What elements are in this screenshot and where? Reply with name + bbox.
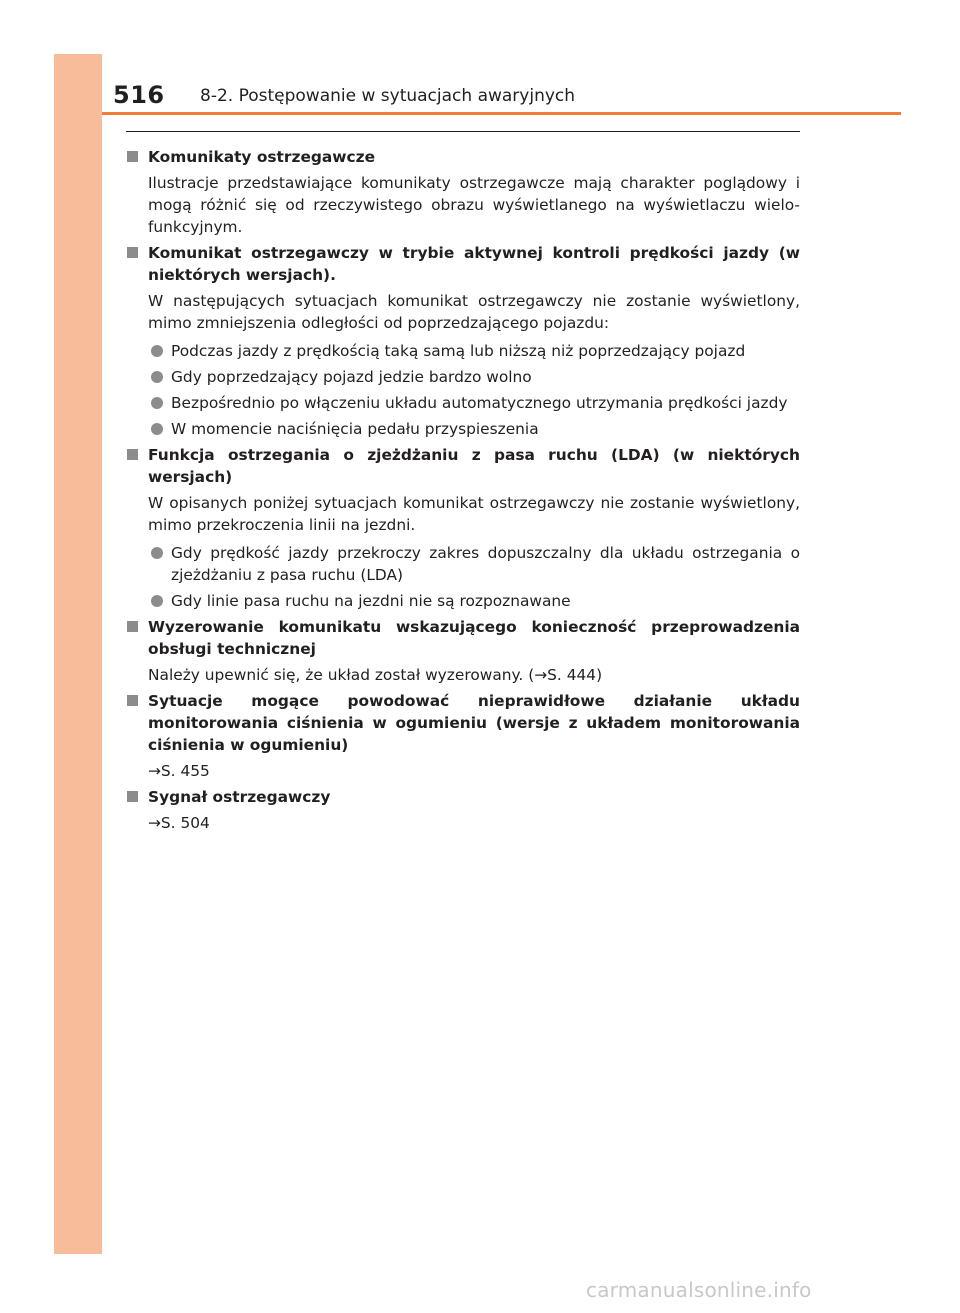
- list-item-text: Podczas jazdy z prędkością taką samą lub niższą niż poprzedzający pojazd: [171, 342, 746, 360]
- text-after-ref: ): [596, 666, 603, 684]
- section-title: 8-2. Postępowanie w sytuacjach awaryjnych: [200, 86, 576, 106]
- section-text: [124, 760, 800, 782]
- list-item: [124, 542, 800, 586]
- section-text: Ilustracje przedstawiające komunikaty ostrzegawcze mają charakter poglądowy i mogą różnić się od rzeczywistego obrazu wyświetlanego na wyświetlaczu wielo-funkcyjnym.: [148, 174, 800, 236]
- section-heading: [124, 444, 800, 488]
- page-reference-link[interactable]: S. 504: [160, 814, 210, 832]
- header-rule: [102, 112, 901, 115]
- section-cruise-control-warning: [124, 242, 800, 440]
- arrow-right-icon: →: [534, 666, 548, 684]
- page-number: 516: [113, 81, 165, 109]
- page-reference-link[interactable]: S. 444: [547, 666, 597, 684]
- square-bullet-icon: [127, 621, 138, 632]
- section-heading: [124, 616, 800, 660]
- list-item-text: Gdy prędkość jazdy przekroczy zakres dopuszczalny dla układu ostrzegania o zjeżdżaniu z pasa ruchu (LDA): [171, 544, 800, 584]
- arrow-right-icon: →: [148, 762, 161, 780]
- list-item-text: Bezpośrednio po włączeniu układu automatycznego utrzymania prędkości jazdy: [171, 394, 788, 412]
- round-bullet-icon: [151, 595, 163, 607]
- page-content: [124, 146, 800, 834]
- section-tire-pressure-monitoring: [124, 690, 800, 782]
- section-text: W następujących sytuacjach komunikat ostrzegawczy nie zostanie wyświetlony, mimo zmniejszenia odległości od poprzedzającego pojazdu:: [148, 292, 800, 332]
- square-bullet-icon: [127, 695, 138, 706]
- section-lane-departure-alert: [124, 444, 800, 612]
- section-text: W opisanych poniżej sytuacjach komunikat ostrzegawczy nie zostanie wyświetlony, mimo przekroczenia linii na jezdni.: [148, 494, 800, 534]
- list-item-text: W momencie naciśnięcia pedału przyspieszenia: [171, 420, 539, 438]
- round-bullet-icon: [151, 371, 163, 383]
- heading-text: Komunikaty ostrzegawcze: [148, 148, 376, 166]
- section-heading: [124, 690, 800, 756]
- heading-text: Sytuacje mogące powodować nieprawidłowe działanie układu monitorowania ciśnienia w ogumieniu (wersje z układem monitorowania ciśnienia w ogumieniu): [148, 692, 800, 754]
- list-item: [124, 590, 800, 612]
- list-item-text: Gdy poprzedzający pojazd jedzie bardzo wolno: [171, 368, 532, 386]
- section-maintenance-reset: [124, 616, 800, 686]
- section-text: [124, 664, 800, 686]
- section-text: [124, 812, 800, 834]
- heading-text: Funkcja ostrzegania o zjeżdżaniu z pasa ruchu (LDA) (w niektórych wersjach): [148, 446, 800, 486]
- round-bullet-icon: [151, 397, 163, 409]
- arrow-right-icon: →: [148, 814, 161, 832]
- square-bullet-icon: [127, 449, 138, 460]
- round-bullet-icon: [151, 345, 163, 357]
- watermark: carmanualsonline.info: [586, 1278, 812, 1302]
- list-item: [124, 366, 800, 388]
- heading-text: Wyzerowanie komunikatu wskazującego konieczność przeprowadzenia obsługi technicznej: [148, 618, 800, 658]
- chapter-side-tab: [54, 54, 102, 1254]
- list-item: [124, 418, 800, 440]
- list-item: [124, 340, 800, 362]
- list-item: [124, 392, 800, 414]
- square-bullet-icon: [127, 151, 138, 162]
- section-heading: [124, 242, 800, 286]
- section-heading: [124, 786, 800, 808]
- content-rule: [126, 131, 800, 132]
- text-before-ref: Należy upewnić się, że układ został wyzerowany. (: [148, 666, 535, 684]
- page-reference-link[interactable]: S. 455: [160, 762, 210, 780]
- heading-text: Sygnał ostrzegawczy: [148, 788, 331, 806]
- section-warning-messages: [124, 146, 800, 238]
- square-bullet-icon: [127, 247, 138, 258]
- heading-text: Komunikat ostrzegawczy w trybie aktywnej kontroli prędkości jazdy (w niektórych wersjach).: [148, 244, 800, 284]
- section-warning-buzzer: [124, 786, 800, 834]
- square-bullet-icon: [127, 791, 138, 802]
- section-heading: [124, 146, 800, 168]
- round-bullet-icon: [151, 547, 163, 559]
- round-bullet-icon: [151, 423, 163, 435]
- list-item-text: Gdy linie pasa ruchu na jezdni nie są rozpoznawane: [171, 592, 571, 610]
